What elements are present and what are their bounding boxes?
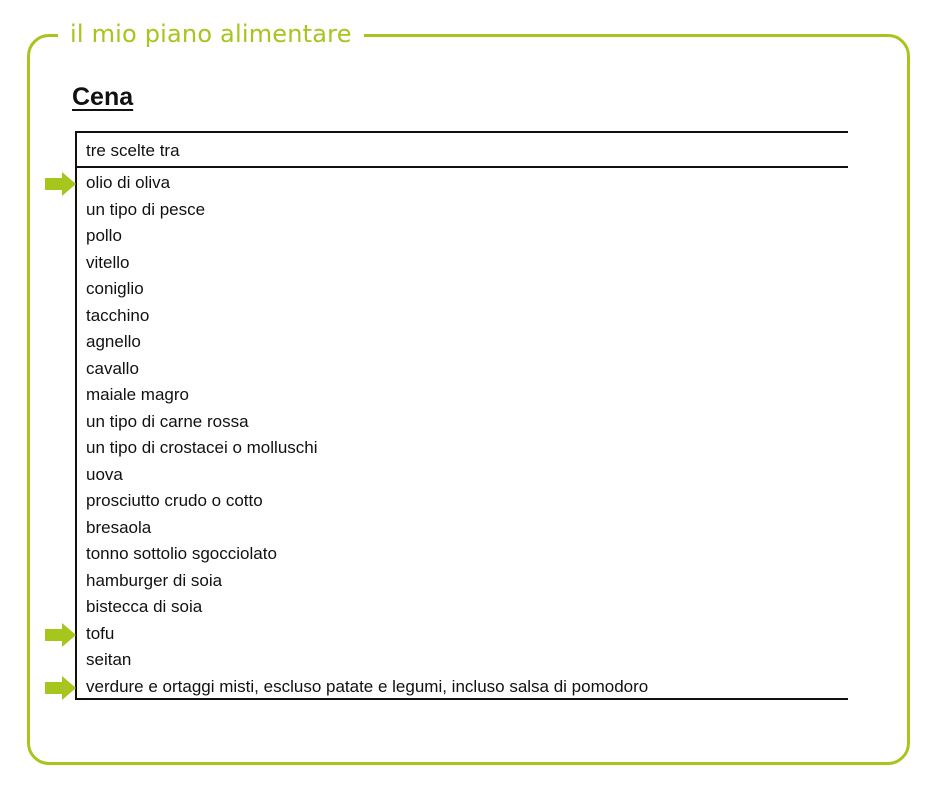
list-item [77,515,848,542]
list-item-label: hamburger di soia [86,570,223,590]
list-item-label: tacchino [86,305,150,325]
section-heading: Cena [72,83,134,111]
list-item-label: tofu [86,623,115,643]
list-item-label: bistecca di soia [86,597,203,616]
list-item-label: coniglio [86,279,144,298]
list-item [77,541,848,568]
list-item [77,488,848,515]
list-item [77,568,848,595]
list-item-label: seitan [86,650,132,669]
list-item [77,276,848,303]
list-item [77,303,848,330]
right-arrow-icon [45,623,77,647]
list-item-label: uova [86,464,123,484]
list-item-label: bresaola [86,517,152,537]
list-item-label: olio di oliva [86,173,171,192]
right-arrow-icon [45,676,77,700]
list-item [77,382,848,409]
list-item [77,647,848,674]
list-item-label: un tipo di carne rossa [86,411,249,431]
list-item-label: maiale magro [86,385,189,404]
list-item [77,674,848,701]
list-item-label: verdure e ortaggi misti, escluso patate e legumi, incluso salsa di pomodoro [86,676,649,696]
list-item [77,223,848,250]
list-item-label: tonno sottolio sgocciolato [86,544,277,563]
right-arrow-icon [45,172,77,196]
menu-table [75,131,848,700]
table-header: tre scelte tra [77,133,848,168]
list-item [77,409,848,436]
list-item-label: cavallo [86,358,139,378]
list-item-label: prosciutto crudo o cotto [86,491,263,510]
list-item-label: pollo [86,226,122,245]
list-item-label: un tipo di crostacei o molluschi [86,438,318,457]
frame-title: il mio piano alimentare [58,18,364,50]
food-list [77,168,848,700]
list-item [77,197,848,224]
list-item [77,170,848,197]
list-item-label: un tipo di pesce [86,199,206,219]
list-item [77,462,848,489]
list-item [77,594,848,621]
list-item [77,435,848,462]
list-item [77,621,848,648]
list-item-label: vitello [86,252,130,272]
list-item [77,329,848,356]
list-item [77,356,848,383]
list-item [77,250,848,277]
list-item-label: agnello [86,332,141,351]
